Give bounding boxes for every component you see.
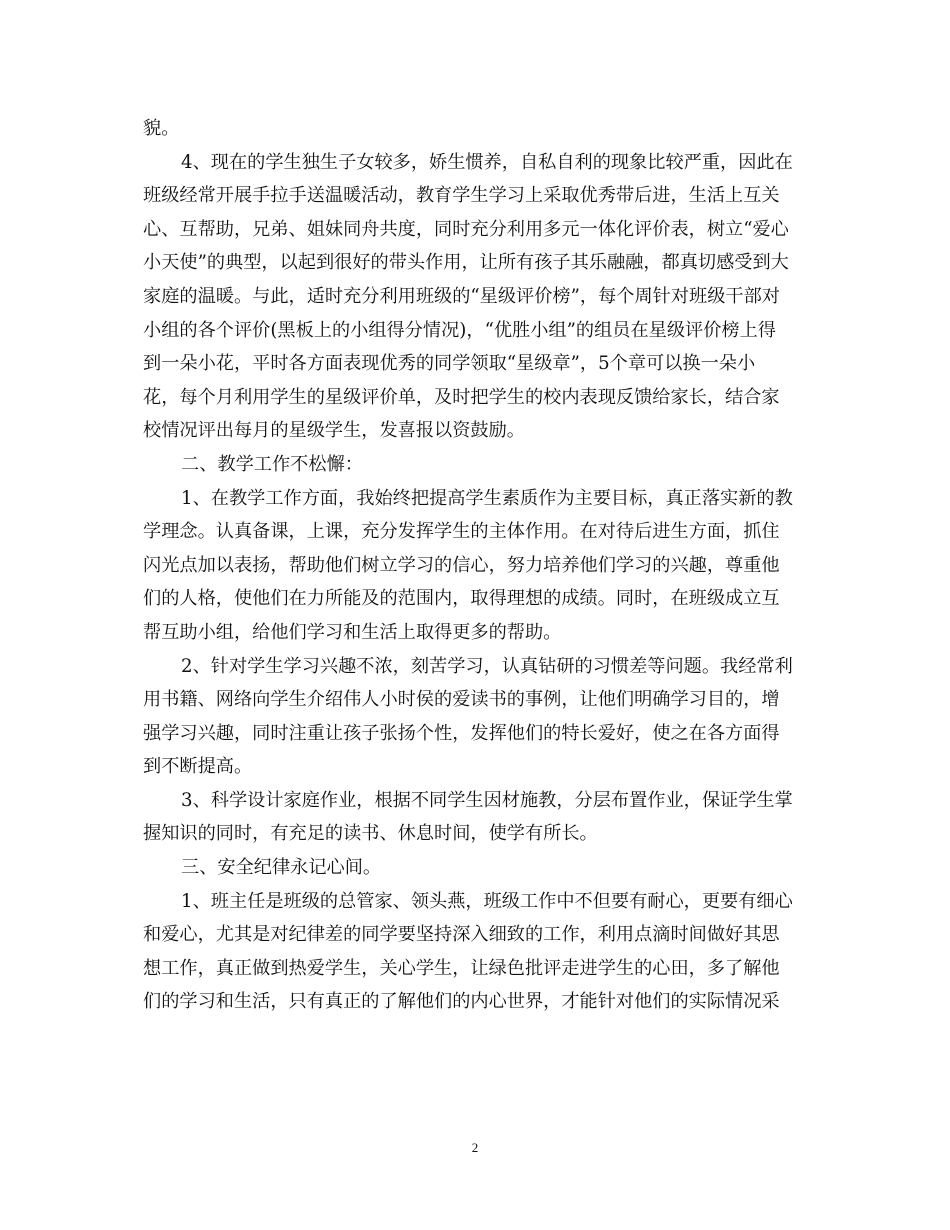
- text-line: 和爱心，尤其是对纪律差的同学要坚持深入细致的工作，利用点滴时间做好其思: [143, 924, 780, 946]
- text-line: 小组的各个评价(黑板上的小组得分情况)，“优胜小组”的组员在星级评价榜上得: [143, 319, 776, 341]
- text-line: 1、在教学工作方面，我始终把提高学生素质作为主要目标，真正落实新的教: [181, 487, 793, 509]
- text-line: 小天使”的典型，以起到很好的带头作用，让所有孩子其乐融融，都真切感受到大: [143, 252, 789, 274]
- text-line: 们的学习和生活，只有真正的了解他们的内心世界，才能针对他们的实际情况采: [143, 991, 780, 1013]
- text-line: 家庭的温暖。与此，适时充分利用班级的“星级评价榜”，每个周针对班级干部对: [143, 285, 780, 307]
- text-line: 想工作，真正做到热爱学生，关心学生，让绿色批评走进学生的心田，多了解他: [143, 957, 780, 979]
- document-body: [143, 112, 808, 1019]
- text-line: 貌。: [143, 118, 180, 139]
- text-line: 到不断提高。: [143, 756, 253, 778]
- text-line: 用书籍、网络向学生介绍伟人小时侯的爱读书的事例，让他们明确学习目的，增: [143, 689, 780, 711]
- text-line: 心、互帮助，兄弟、姐妹同舟共度，同时充分利用多元一体化评价表，树立“爱心: [143, 218, 789, 240]
- text-line: 1、班主任是班级的总管家、领头燕，班级工作中不但要有耐心，更要有细心: [181, 890, 793, 912]
- text-line: 强学习兴趣，同时注重让孩子张扬个性，发挥他们的特长爱好，使之在各方面得: [143, 722, 780, 744]
- text-line: 3、科学设计家庭作业，根据不同学生因材施教，分层布置作业，保证学生掌: [181, 789, 793, 811]
- text-line: 闪光点加以表扬，帮助他们树立学习的信心，努力培养他们学习的兴趣，尊重他: [143, 554, 780, 576]
- text-line: 二、教学工作不松懈：: [181, 453, 363, 475]
- text-line: 学理念。认真备课，上课，充分发挥学生的主体作用。在对待后进生方面，抓住: [143, 521, 780, 543]
- text-line: 校情况评出每月的星级学生，发喜报以资鼓励。: [143, 420, 525, 442]
- text-line: 4、现在的学生独生子女较多，娇生惯养，自私自利的现象比较严重，因此在: [181, 151, 793, 173]
- text-line: 2、针对学生学习兴趣不浓，刻苦学习，认真钻研的习惯差等问题。我经常利: [181, 655, 793, 677]
- text-line: 班级经常开展手拉手送温暖活动，教育学生学习上采取优秀带后进，生活上互关: [143, 185, 780, 207]
- text-line: 握知识的同时，有充足的读书、休息时间，使学有所长。: [143, 823, 598, 845]
- text-line: 花，每个月利用学生的星级评价单，及时把学生的校内表现反馈给家长，结合家: [143, 386, 780, 408]
- text-line: 们的人格，使他们在力所能及的范围内，取得理想的成绩。同时，在班级成立互: [143, 588, 780, 610]
- text-line: 到一朵小花，平时各方面表现优秀的同学领取“星级章”，5个章可以换一朵小: [143, 353, 756, 375]
- text-line: 三、安全纪律永记心间。: [181, 857, 382, 879]
- text-line: 帮互助小组，给他们学习和生活上取得更多的帮助。: [143, 621, 562, 643]
- page-number: 2: [471, 1140, 479, 1155]
